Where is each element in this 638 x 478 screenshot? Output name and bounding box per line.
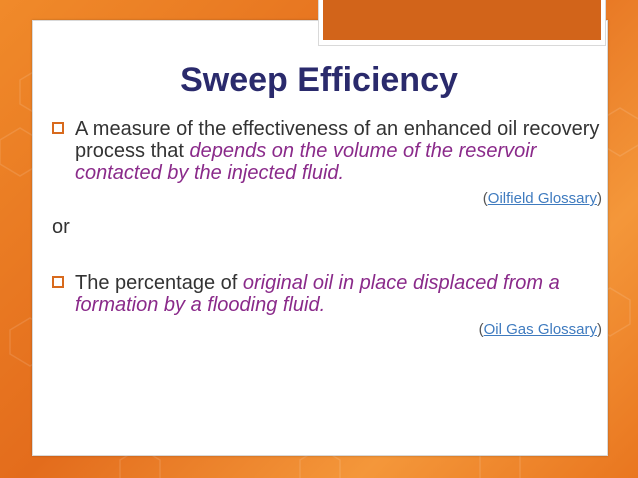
square-bullet-icon xyxy=(52,122,64,134)
citation-1-open: ( xyxy=(482,190,488,207)
citation-1-close: ) xyxy=(597,190,602,207)
bullet-text-1-plain: A measure of the effectiveness of an enhanced oil recovery process that xyxy=(75,118,600,162)
bullet-text-1-highlight: depends on the volume of the reservoir contacted by the injected fluid. xyxy=(75,140,537,184)
bullet-text-2-highlight: original oil in place displaced from a formation by a flooding fluid. xyxy=(75,272,560,316)
citation-2-open: ( xyxy=(478,321,484,338)
citation-1 xyxy=(483,190,602,208)
slide-title: Sweep Efficiency xyxy=(180,61,458,99)
decorative-header-tab-fill xyxy=(323,0,601,40)
square-bullet-icon xyxy=(52,276,64,288)
separator-or: or xyxy=(52,216,70,238)
oil-gas-glossary-link[interactable]: Oil Gas Glossary xyxy=(483,321,597,338)
bullet-text-2-plain: The percentage of xyxy=(75,272,243,294)
bullet-text-2 xyxy=(75,272,600,316)
decorative-header-tab xyxy=(318,0,606,46)
citation-2-close: ) xyxy=(597,321,602,338)
citation-2 xyxy=(479,321,602,339)
oilfield-glossary-link[interactable]: Oilfield Glossary xyxy=(487,190,597,207)
bullet-text-1 xyxy=(75,118,600,184)
